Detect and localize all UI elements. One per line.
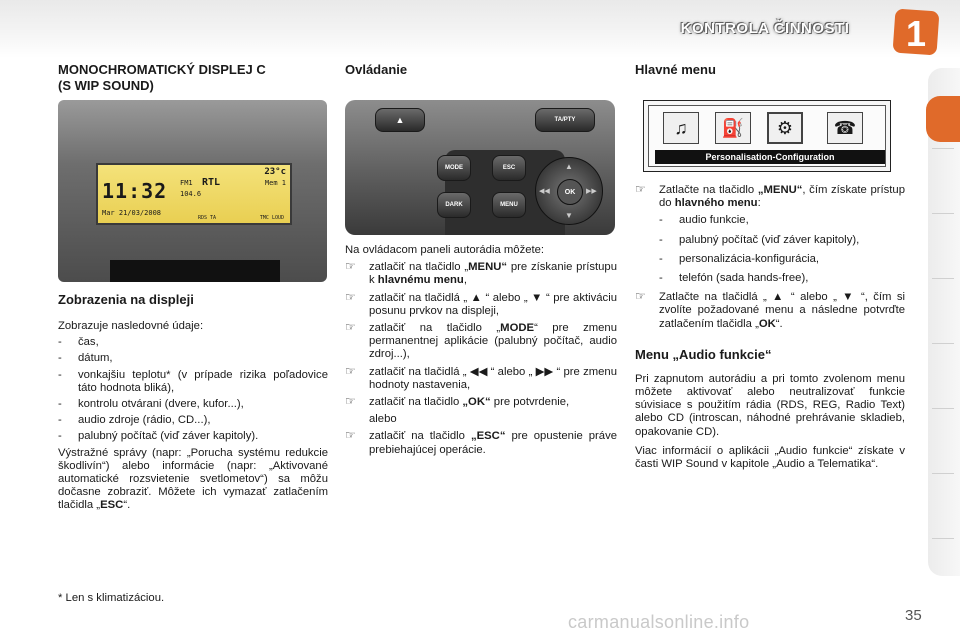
bullet-select-menu: ☞ Zatlačte na tlačidlá „ ▲ “ alebo „ ▼ “, čím si zvolíte požadované menu a následne potvrďte zatlačením tlačidla „OK“. — [635, 289, 905, 330]
main-menu-screen-image — [643, 100, 891, 172]
col3-body — [635, 184, 905, 471]
pointing-hand-icon: ☞ — [345, 289, 356, 304]
bullet-esc: ☞ zatlačiť na tlačidlo „ESC“ pre opustenie práve prebiehajúcej operácie. — [345, 428, 617, 456]
menu-button: MENU — [492, 192, 526, 218]
page-number: 35 — [905, 607, 922, 624]
pointing-hand-icon: ☞ — [345, 320, 356, 335]
pointing-hand-icon: ☞ — [345, 363, 356, 378]
col1-intro: Zobrazuje nasledovné údaje: — [58, 320, 204, 332]
lcd-freq: 104.6 — [180, 190, 202, 198]
bullet-press-menu: ☞ Zatlačte na tlačidlo „MENU“, čím získate prístup do hlavného menu: — [635, 182, 905, 210]
chapter-title: KONTROLA ČINNOSTI — [680, 20, 850, 37]
lcd-rds: RDS TA — [198, 215, 217, 221]
audio-icon: ♫ — [663, 112, 699, 144]
bullet-ok: ☞ zatlačiť na tlačidlo „OK“ pre potvrdenie, — [345, 394, 570, 409]
active-chapter-tab — [926, 96, 960, 142]
watermark: carmanualsonline.info — [568, 612, 750, 632]
col1-title-line1: MONOCHROMATICKÝ DISPLEJ C — [58, 62, 266, 77]
or-text: alebo — [369, 413, 397, 426]
lcd-screen — [96, 163, 292, 225]
lcd-temp: 23°c — [264, 167, 286, 177]
bullet-menu: ☞ zatlačiť na tlačidlo „MENU“ pre získanie prístupu k hlavnému menu, — [345, 259, 617, 287]
ovladanie-title: Ovládanie — [345, 62, 408, 77]
col1-title — [58, 62, 328, 94]
eject-button: ▲ — [375, 108, 425, 132]
phone-icon: ☎ — [827, 112, 863, 144]
list-item: - kontrolu otvárani (dvere, kufor...), — [58, 398, 244, 411]
ta-pty-button: TA/PTY — [535, 108, 595, 132]
bullet-seek: ☞ zatlačiť na tlačidlá „ ◀◀ “ alebo „ ▶▶ “ pre zmenu hodnoty nastavenia, — [345, 363, 617, 391]
list-item: - audio zdroje (rádio, CD...), — [58, 414, 211, 427]
audio-menu-title: Menu „Audio funkcie“ — [635, 346, 772, 362]
subheading-displays: Zobrazenia na displeji — [58, 292, 194, 307]
lcd-band: FM1 — [180, 179, 193, 187]
up-arrow-icon: ▲ — [565, 162, 573, 171]
lcd-slot — [110, 260, 280, 282]
list-item: - čas, — [58, 336, 99, 349]
list-item: - telefón (sada hands-free), — [659, 272, 809, 285]
list-item: - vonkajšiu teplotu* (v prípade rizika poľadovice táto hodnota bliká), — [58, 368, 328, 394]
list-item: - audio funkcie, — [659, 214, 749, 227]
lcd-time: 11:32 — [102, 179, 168, 203]
forward-icon: ▶▶ — [586, 188, 597, 195]
col2-title — [345, 62, 617, 78]
navigation-dial — [535, 157, 603, 225]
warning-paragraph: Výstražné správy (napr: „Porucha systému redukcie škodlivín“) alebo informácie (napr: „Aktivované automatické rozsvietenie svetlometov“) sa môžu dočasne zobraziť. Môžete ich vymazať zatlačením tlačidla „ESC“. — [58, 446, 328, 512]
lcd-station: RTL — [202, 177, 221, 188]
pointing-hand-icon: ☞ — [345, 394, 356, 409]
trip-computer-icon: ⛽ — [715, 112, 751, 144]
lcd-display-image — [58, 100, 327, 282]
audio-paragraph-1: Pri zapnutom autorádiu a pri tomto zvolenom menu môžete aktivovať alebo neutralizovať funkcie súvisiace s použitím rádia (RDS, REG, Radio Text) alebo CD (introscan, náhodné prehrávanie skladieb, opakovanie CD). — [635, 372, 905, 438]
esc-button: ESC — [492, 155, 526, 181]
chapter-tab-strip — [928, 68, 960, 576]
bullet-mode: ☞ zatlačiť na tlačidlo „MODE“ pre zmenu permanentnej aplikácie (palubný počítač, audio zdroj...), — [345, 320, 617, 361]
personalisation-icon: ⚙ — [767, 112, 803, 144]
mode-button: MODE — [437, 155, 471, 181]
col2-body — [345, 244, 617, 457]
main-menu-title: Hlavné menu — [635, 62, 716, 77]
ok-button: OK — [557, 179, 583, 205]
list-item: - personalizácia-konfigurácia, — [659, 252, 820, 265]
list-item: - palubný počítač (viď záver kapitoly), — [659, 233, 860, 246]
list-item: - dátum, — [58, 352, 113, 365]
dark-button: DARK — [437, 192, 471, 218]
lcd-date: Mar 21/03/2008 — [102, 209, 162, 217]
col1-title-line2: (S WIP SOUND) — [58, 78, 154, 93]
audio-paragraph-2: Viac informácií o aplikácii „Audio funkcie“ získate v časti WIP Sound v kapitole „Audio a Telematika“. — [635, 444, 905, 471]
lcd-mem: Mem 1 — [264, 179, 286, 187]
lcd-tmc: TMC LOUD — [259, 215, 284, 221]
col3-title — [635, 62, 905, 78]
list-item: - palubný počítač (viď záver kapitoly). — [58, 430, 259, 443]
bullet-arrows: ☞ zatlačiť na tlačidlá „ ▲ “ alebo „ ▼ “ pre aktiváciu posunu prvkov na displeji, — [345, 289, 617, 317]
down-arrow-icon: ▼ — [565, 211, 573, 220]
col2-intro: Na ovládacom paneli autorádia môžete: — [345, 244, 545, 256]
col1-body — [58, 292, 328, 513]
chapter-number: 1 — [905, 13, 927, 54]
pointing-hand-icon: ☞ — [635, 182, 646, 196]
pointing-hand-icon: ☞ — [635, 289, 646, 304]
menu-bar-label: Personalisation-Configuration — [655, 150, 885, 164]
rewind-icon: ◀◀ — [539, 188, 550, 195]
radio-control-panel-image — [345, 100, 615, 235]
pointing-hand-icon: ☞ — [345, 259, 356, 274]
pointing-hand-icon: ☞ — [345, 428, 356, 443]
footnote: * Len s klimatizáciou. — [58, 592, 165, 604]
chapter-badge — [890, 6, 942, 58]
